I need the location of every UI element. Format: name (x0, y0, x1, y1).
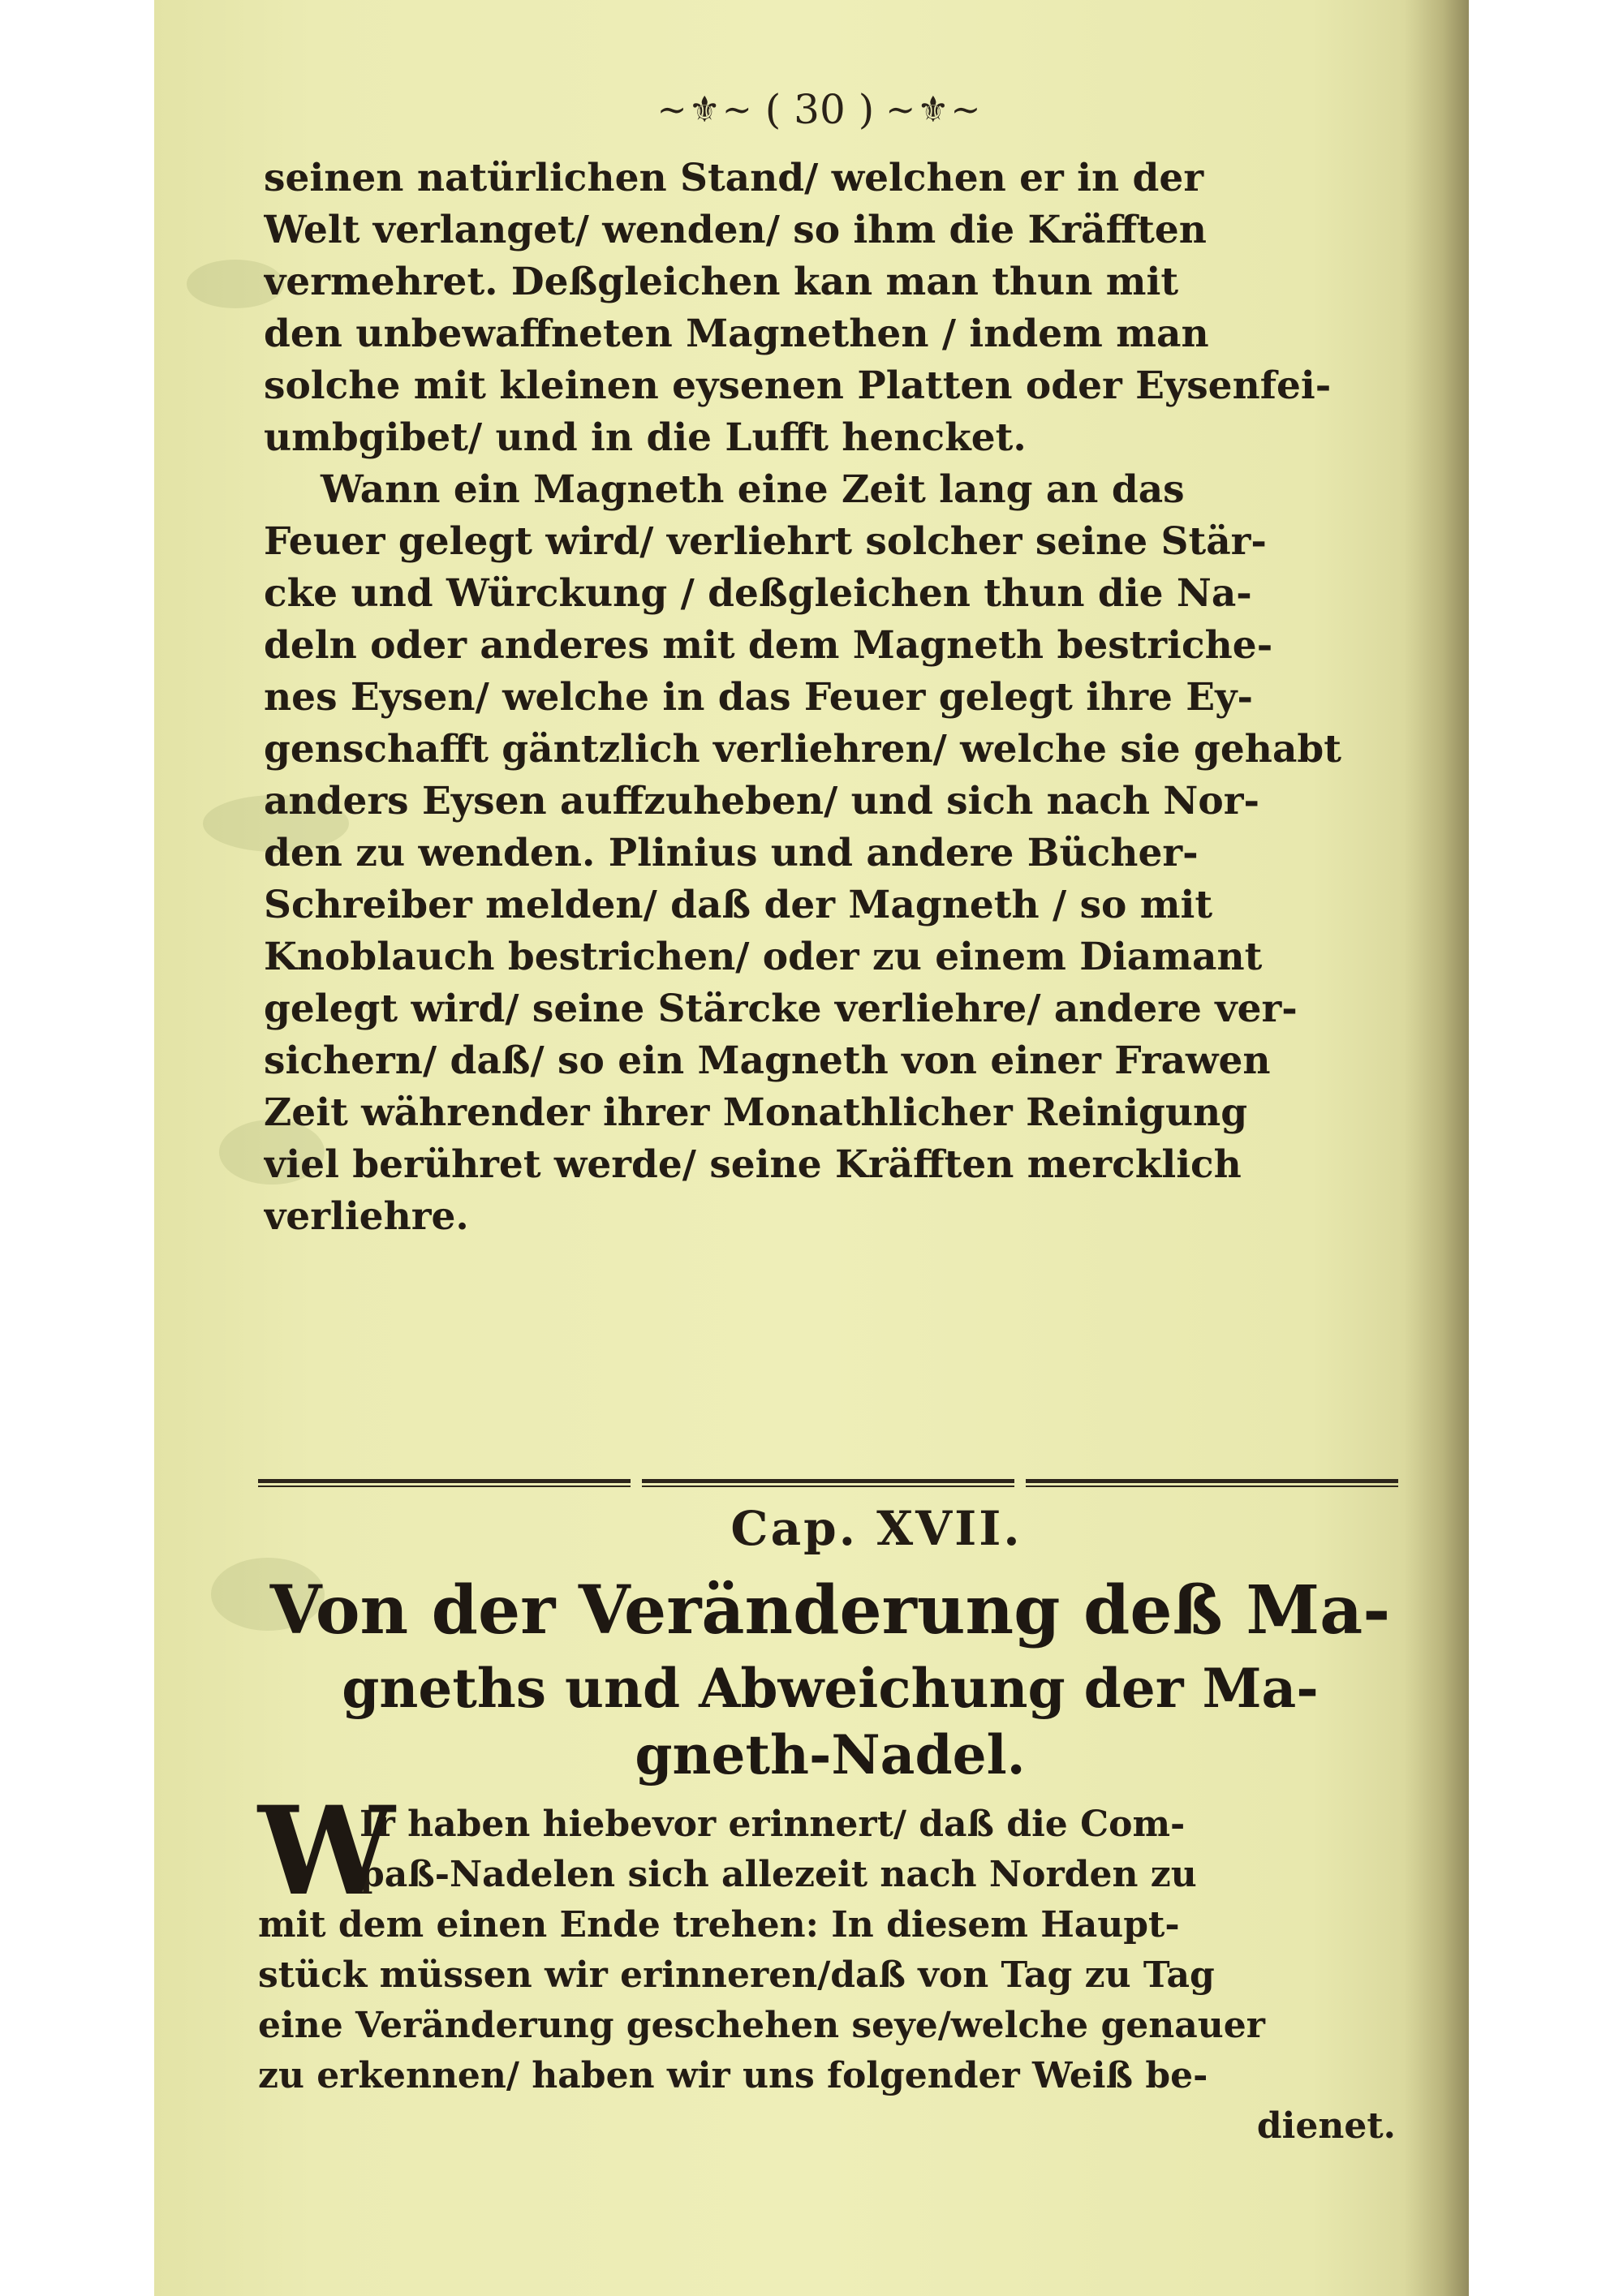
text-line: eine Veränderung geschehen seye/welche genauer (258, 2005, 1265, 2046)
text-line: cke und Würckung / deßgleichen thun die Na- (264, 571, 1252, 616)
text-line: vermehret. Deßgleichen kan man thun mit (264, 260, 1179, 304)
text-line: zu erkennen/ haben wir uns folgender Weiß be- (258, 2055, 1208, 2096)
text-line: Wann ein Magneth eine Zeit lang an das (321, 467, 1185, 512)
divider-rule (258, 1479, 631, 1487)
title-line: gneth-Nadel. (635, 1723, 1026, 1786)
title-line: gneths und Abweichung der Ma- (342, 1657, 1319, 1720)
header-ornament-left: ~⚜~ (657, 88, 754, 131)
text-line: seinen natürlichen Stand/ welchen er in der (264, 156, 1204, 200)
chapter-heading: Cap. XVII. (730, 1501, 1022, 1556)
text-line: solche mit kleinen eysenen Platten oder Eysenfei- (264, 363, 1332, 408)
text-line: verliehre. (264, 1194, 469, 1239)
drop-cap: W (258, 1780, 395, 1923)
text-line: mit dem einen Ende trehen: In diesem Haupt- (258, 1904, 1180, 1946)
text-line: stück müssen wir erinneren/daß von Tag zu Tag (258, 1954, 1215, 1996)
text-line: Welt verlanget/ wenden/ so ihm die Kräfften (264, 208, 1207, 252)
page-header (560, 81, 1079, 138)
chapter-paragraph (258, 1780, 1402, 2152)
text-line: umbgibet/ und in die Lufft hencket. (264, 415, 1027, 460)
body-paragraphs (264, 153, 1400, 1243)
text-line: nes Eysen/ welche in das Feuer gelegt ihre Ey- (264, 675, 1253, 720)
divider-rule (1026, 1479, 1398, 1487)
text-line: Ir haben hiebevor erinnert/ daß die Com- (359, 1804, 1186, 1845)
text-line: paß-Nadelen sich allezeit nach Norden zu (359, 1854, 1197, 1895)
text-line: viel berühret werde/ seine Kräfften mercklich (264, 1142, 1242, 1187)
header-ornament-right: ~⚜~ (885, 88, 983, 131)
text-line: Feuer gelegt wird/ verliehrt solcher seine Stär- (264, 519, 1267, 564)
text-line: den zu wenden. Plinius und andere Bücher- (264, 831, 1199, 875)
chapter-title (258, 1566, 1402, 1788)
page-gutter-shadow (1404, 0, 1469, 2296)
text-line: deln oder anderes mit dem Magneth bestriche- (264, 623, 1273, 668)
page-number: ( 30 ) (764, 86, 875, 133)
text-line: gelegt wird/ seine Stärcke verliehre/ andere ver- (264, 987, 1298, 1031)
divider-rule (642, 1479, 1014, 1487)
text-line: anders Eysen auffzuheben/ und sich nach Nor- (264, 779, 1260, 823)
text-line: den unbewaffneten Magnethen / indem man (264, 312, 1209, 356)
text-line: sichern/ daß/ so ein Magneth von einer Frawen (264, 1038, 1271, 1083)
text-line: dienet. (1256, 2105, 1396, 2147)
title-line: Von der Veränderung deß Ma- (269, 1572, 1391, 1649)
text-line: Schreiber melden/ daß der Magneth / so mit (264, 883, 1213, 927)
section-divider (258, 1479, 1398, 1490)
text-line: Knoblauch bestrichen/ oder zu einem Diamant (264, 935, 1263, 979)
text-line: Zeit währender ihrer Monathlicher Reinigung (264, 1090, 1248, 1135)
text-line: genschafft gäntzlich verliehren/ welche sie gehabt (264, 727, 1341, 772)
